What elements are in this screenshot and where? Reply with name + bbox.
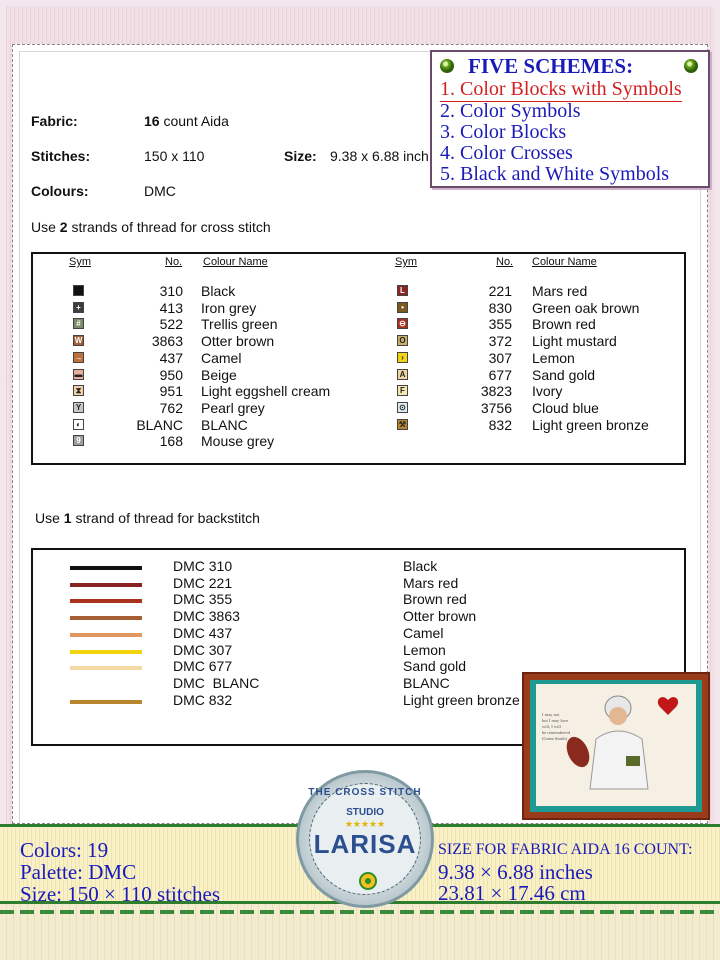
- color-swatch-symbol: +: [73, 302, 84, 313]
- scheme-item-color-symbols[interactable]: 2. Color Symbols: [440, 100, 581, 122]
- colour-name: Cloud blue: [532, 399, 599, 416]
- legend-row: [33, 400, 684, 416]
- size-value: 9.38 x 6.88 inch: [330, 148, 429, 164]
- legend-row: [33, 383, 684, 399]
- legend-row: [33, 417, 684, 433]
- legend-header-no: No.: [496, 256, 514, 268]
- colour-name: Black: [201, 283, 236, 299]
- logo-studio-text: STUDIO: [346, 807, 384, 818]
- backstitch-colour-name: Light green bronze: [403, 691, 520, 708]
- preview-note-line: but I may love: [542, 718, 569, 723]
- backstitch-code: DMC 3863: [173, 608, 240, 625]
- color-swatch-symbol: •: [397, 302, 408, 313]
- colour-name: Light eggshell cream: [201, 383, 331, 400]
- preview-canvas: [536, 684, 696, 806]
- colour-name: Sand gold: [532, 366, 596, 383]
- colour-name: Camel: [201, 349, 242, 366]
- dmc-number: 3756: [480, 399, 512, 416]
- backstitch-code: DMC BLANC: [173, 674, 260, 691]
- color-swatch-symbol: ▬: [74, 369, 83, 379]
- backstitch-code: DMC 437: [173, 624, 233, 641]
- backstitch-colour-name: Sand gold: [403, 658, 467, 675]
- logo-stars: ★★★★★: [344, 819, 386, 829]
- dmc-number: 3863: [151, 333, 183, 350]
- legend-header-no: No.: [165, 256, 183, 268]
- backstitch-line-sample: [70, 583, 142, 587]
- backstitch-colour-name: Otter brown: [403, 608, 477, 625]
- colour-name: Ivory: [532, 383, 563, 400]
- size-label: Size:: [284, 148, 317, 164]
- backstitch-colour-name: Camel: [403, 624, 444, 641]
- backstitch-instruction: Use 1 strand of thread for backstitch: [35, 510, 260, 526]
- bullet-icon: [440, 59, 454, 73]
- preview-note-line: will, I will: [542, 724, 561, 729]
- dmc-number: 951: [159, 383, 183, 400]
- legend-row: [33, 316, 684, 332]
- logo-name: LARISA: [313, 829, 417, 859]
- stitches-label: Stitches:: [31, 148, 91, 164]
- color-legend-table: [31, 252, 686, 465]
- fabric-value: [144, 113, 229, 129]
- football-player-illustration: [536, 684, 688, 798]
- footer-size-stitches: Size: 150 × 110 stitches: [20, 882, 221, 906]
- dmc-number: 677: [488, 366, 512, 383]
- dmc-number: 3823: [480, 383, 512, 400]
- color-swatch-symbol: W: [74, 336, 83, 346]
- color-swatch-symbol: ⧗: [73, 385, 84, 396]
- dmc-number: 372: [488, 333, 512, 350]
- backstitch-line-sample: [70, 650, 142, 654]
- backstitch-colour-name: Lemon: [403, 641, 446, 658]
- colour-name: Light mustard: [532, 333, 617, 350]
- dmc-number: 522: [159, 316, 183, 333]
- color-swatch-symbol: A: [397, 369, 408, 380]
- colour-name: Light green bronze: [532, 416, 649, 433]
- dmc-number: 832: [488, 416, 512, 433]
- legend-row: [33, 333, 684, 349]
- dmc-number: 168: [159, 433, 183, 450]
- bullet-icon: [684, 59, 698, 73]
- colour-name: Green oak brown: [532, 299, 640, 316]
- color-swatch-symbol: ⊙: [397, 402, 408, 413]
- backstitch-line-sample: [70, 683, 142, 687]
- dmc-number: 310: [159, 283, 183, 299]
- logo-top-text: THE CROSS STITCH: [308, 787, 422, 798]
- preview-note-line: be remembered: [542, 730, 570, 735]
- dmc-number: 950: [159, 366, 183, 383]
- colour-name: Beige: [201, 366, 237, 383]
- color-swatch-symbol: #: [73, 318, 84, 329]
- colour-name: Iron grey: [201, 299, 257, 316]
- scheme-item-black-white-symbols[interactable]: 5. Black and White Symbols: [440, 163, 670, 185]
- color-swatch-symbol: →: [74, 352, 83, 362]
- colour-name: Mouse grey: [201, 433, 275, 450]
- dmc-number: 762: [159, 399, 183, 416]
- backstitch-line-sample: [70, 633, 142, 637]
- color-swatch-symbol: 9: [73, 435, 84, 446]
- fabric-count: 16: [144, 113, 160, 129]
- colour-name: Mars red: [532, 283, 588, 299]
- backstitch-code: DMC 677: [173, 658, 233, 675]
- dmc-number: 221: [488, 283, 512, 299]
- footer-size-title: SIZE FOR FABRIC AIDA 16 COUNT:: [438, 841, 693, 858]
- studio-logo: [296, 770, 434, 908]
- footer-palette: Palette: DMC: [20, 860, 137, 884]
- legend-header-name: Colour Name: [203, 256, 268, 268]
- colour-name: Trellis green: [201, 316, 278, 333]
- legend-row: [33, 367, 684, 383]
- footer-decorative-stripe: [0, 904, 720, 960]
- backstitch-line-sample: [70, 616, 142, 620]
- footer-size-inches: 9.38 × 6.88 inches: [438, 860, 593, 884]
- color-swatch-symbol: F: [397, 385, 408, 396]
- backstitch-colour-name: Black: [403, 558, 438, 574]
- color-swatch-symbol: ⊖: [397, 318, 408, 329]
- backstitch-code: DMC 355: [173, 591, 233, 608]
- colours-label: Colours:: [31, 183, 89, 199]
- backstitch-line-sample: [70, 599, 142, 603]
- backstitch-line-sample: [70, 666, 142, 670]
- backstitch-colour-name: BLANC: [403, 674, 450, 691]
- colour-name: Lemon: [532, 349, 575, 366]
- preview-note-line: (Grant Smith): [542, 736, 568, 741]
- color-swatch-symbol: Y: [73, 402, 84, 413]
- legend-header-name: Colour Name: [532, 256, 597, 268]
- dmc-number: 830: [488, 299, 512, 316]
- backstitch-colour-name: Brown red: [403, 591, 467, 608]
- cross-stitch-instruction: Use 2 strands of thread for cross stitch: [31, 219, 271, 235]
- scheme-item-color-crosses[interactable]: 4. Color Crosses: [440, 142, 573, 164]
- dmc-number: 437: [159, 349, 183, 366]
- backstitch-code: DMC 832: [173, 691, 233, 708]
- strand-count: 2: [59, 219, 68, 235]
- footer-colors: Colors: 19: [20, 838, 109, 862]
- pattern-preview-image: [522, 672, 710, 820]
- legend-row: [33, 283, 684, 299]
- schemes-title: FIVE SCHEMES:: [468, 54, 634, 78]
- face: [609, 707, 627, 725]
- color-swatch-symbol: O: [397, 335, 408, 346]
- legend-row: [33, 433, 684, 449]
- fabric-label: Fabric:: [31, 113, 78, 129]
- heart-icon: [658, 697, 678, 715]
- stitches-value: 150 x 110: [144, 148, 205, 164]
- colour-name: BLANC: [201, 416, 248, 433]
- glove: [626, 756, 640, 766]
- snail-mascot-icon: [357, 869, 379, 891]
- footer-size-cm: 23.81 × 17.46 cm: [438, 881, 586, 905]
- colour-name: Brown red: [532, 316, 596, 333]
- legend-row: [33, 300, 684, 316]
- schemes-panel: [430, 50, 710, 188]
- preview-note-line: I may not: [542, 712, 560, 717]
- strand-count: 1: [63, 510, 72, 526]
- colour-name: Pearl grey: [201, 399, 265, 416]
- fabric-type: count Aida: [159, 113, 229, 129]
- color-swatch-symbol: ◐: [73, 419, 84, 430]
- colour-name: Otter brown: [201, 333, 275, 350]
- scheme-item-color-blocks-symbols[interactable]: 1. Color Blocks with Symbols: [440, 78, 682, 100]
- color-swatch-symbol: ›: [397, 352, 408, 363]
- legend-header-sym: Sym: [69, 256, 91, 268]
- colours-value: DMC: [144, 183, 176, 199]
- dmc-number: 413: [159, 299, 183, 316]
- color-swatch-symbol: ⚒: [398, 419, 407, 429]
- legend-header-sym: Sym: [395, 256, 417, 268]
- backstitch-code: DMC 310: [173, 558, 233, 574]
- backstitch-code: DMC 221: [173, 574, 233, 591]
- backstitch-colour-name: Mars red: [403, 574, 459, 591]
- dmc-number: 355: [488, 316, 512, 333]
- backstitch-code: DMC 307: [173, 641, 233, 658]
- scheme-item-color-blocks[interactable]: 3. Color Blocks: [440, 121, 567, 143]
- color-swatch-symbol: L: [397, 285, 408, 296]
- backstitch-line-sample: [70, 700, 142, 704]
- legend-row: [33, 350, 684, 366]
- dmc-number: 307: [488, 349, 512, 366]
- dmc-number: BLANC: [136, 416, 183, 433]
- backstitch-line-sample: [70, 566, 142, 570]
